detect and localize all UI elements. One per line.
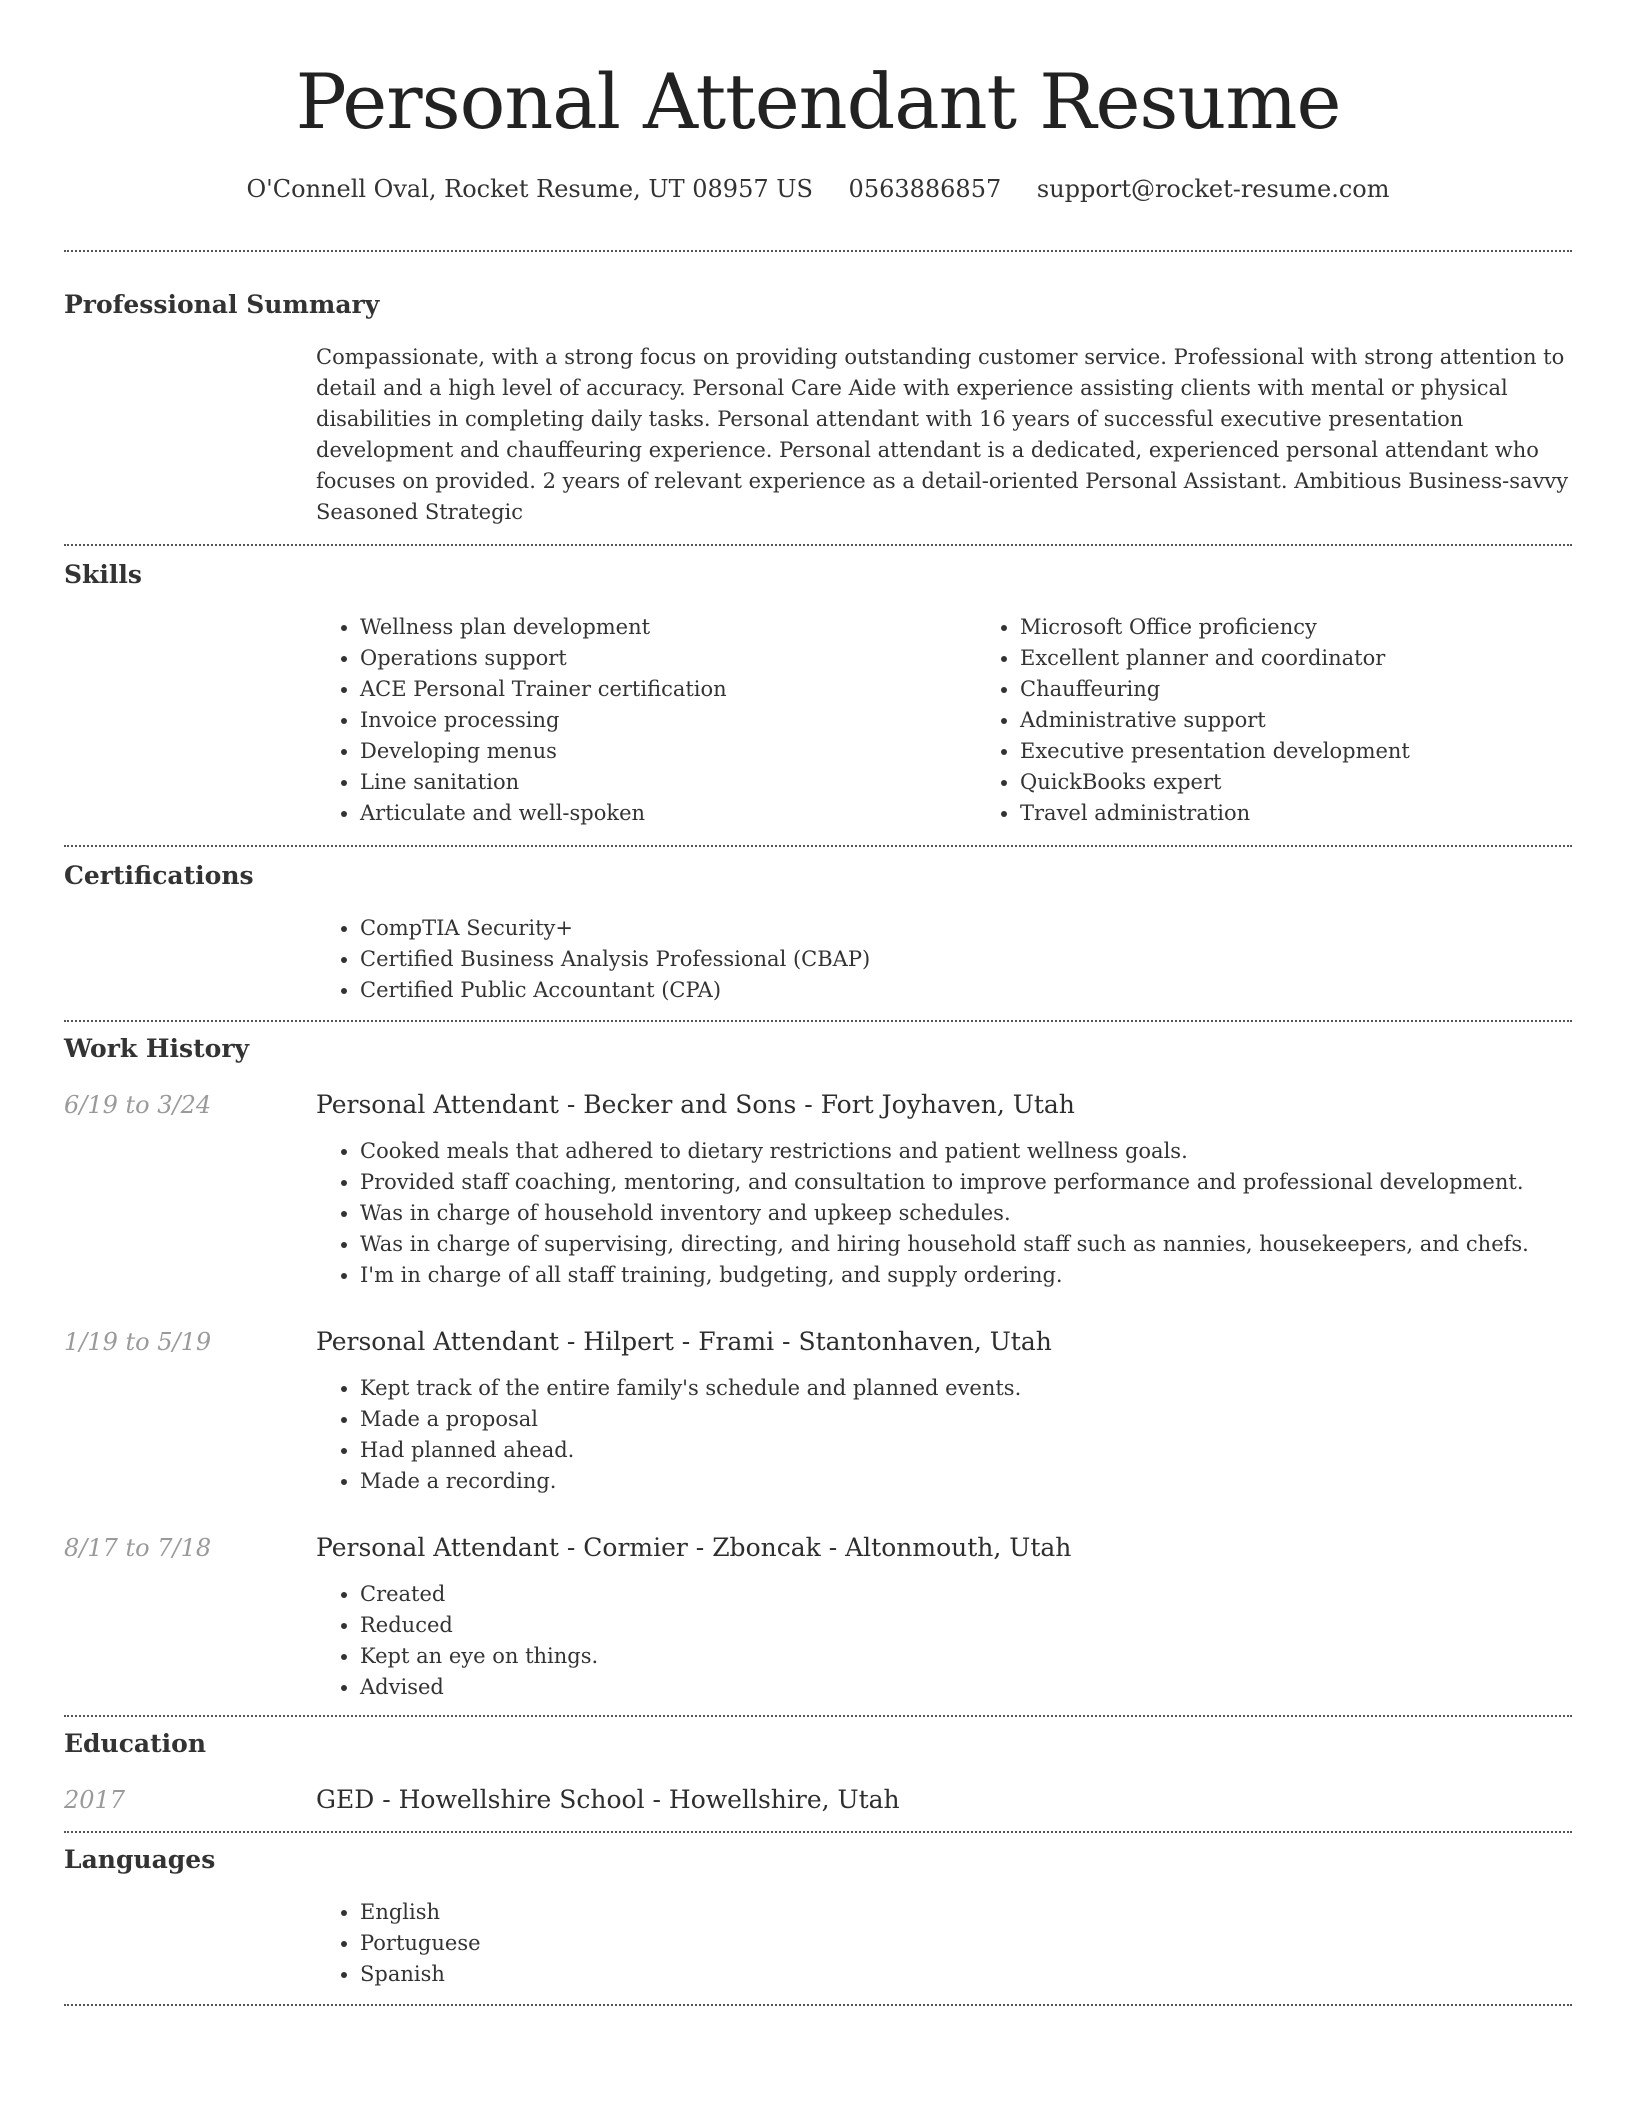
languages-section (64, 1833, 1572, 1990)
divider (64, 2004, 1572, 2006)
skills-list-right (976, 612, 1632, 829)
list-item: • Line sanitation (360, 767, 976, 798)
list-item: • Created (360, 1579, 1572, 1610)
languages-heading: Languages (64, 1845, 216, 1874)
list-item: • Chauffeuring (1020, 674, 1632, 705)
list-item: • Administrative support (1020, 705, 1632, 736)
skills-heading: Skills (64, 560, 142, 589)
list-item: • Kept an eye on things. (360, 1641, 1572, 1672)
list-item: • Wellness plan development (360, 612, 976, 643)
list-item: • Spanish (360, 1959, 1572, 1990)
list-item: • ACE Personal Trainer certification (360, 674, 976, 705)
list-item: • Made a proposal (360, 1404, 1572, 1435)
list-item: • Reduced (360, 1610, 1572, 1641)
resume-title: Personal Attendant Resume (295, 57, 1341, 146)
list-item: • English (360, 1897, 1572, 1928)
work-heading: Work History (64, 1034, 250, 1063)
job-dates: 1/19 to 5/19 (64, 1328, 212, 1356)
summary-heading: Professional Summary (64, 290, 380, 319)
job-entry (64, 1088, 1572, 1291)
list-item: • Advised (360, 1672, 1572, 1703)
contact-email: support@rocket-resume.com (1036, 175, 1390, 203)
job-title: Personal Attendant - Becker and Sons - Fort Joyhaven, Utah (316, 1090, 1075, 1119)
work-section (64, 1022, 1572, 1703)
certifications-list (316, 913, 1572, 1006)
skills-list-left (316, 612, 976, 829)
education-year: 2017 (64, 1786, 126, 1814)
list-item: • Was in charge of household inventory and upkeep schedules. (360, 1198, 1572, 1229)
list-item: • Portuguese (360, 1928, 1572, 1959)
list-item: • Cooked meals that adhered to dietary restrictions and patient wellness goals. (360, 1136, 1572, 1167)
education-entry: GED - Howellshire School - Howellshire, Utah (316, 1785, 900, 1814)
list-item: • Was in charge of supervising, directing, and hiring household staff such as nannies, housekeepers, and chefs. (360, 1229, 1572, 1260)
contact-phone: 0563886857 (848, 175, 1002, 203)
list-item: • Operations support (360, 643, 976, 674)
list-item: • Microsoft Office proficiency (1020, 612, 1632, 643)
list-item: • Travel administration (1020, 798, 1632, 829)
resume-page (64, 0, 1572, 2006)
list-item: • Certified Public Accountant (CPA) (360, 975, 1572, 1006)
certifications-section (64, 847, 1572, 1006)
job-title: Personal Attendant - Hilpert - Frami - Stantonhaven, Utah (316, 1327, 1052, 1356)
languages-list (316, 1897, 1572, 1990)
summary-section (64, 252, 1572, 528)
education-section (64, 1717, 1572, 1817)
job-entry (64, 1325, 1572, 1497)
list-item: • Developing menus (360, 736, 976, 767)
list-item: • Executive presentation development (1020, 736, 1632, 767)
list-item: • Made a recording. (360, 1466, 1572, 1497)
list-item: • CompTIA Security+ (360, 913, 1572, 944)
summary-text: Compassionate, with a strong focus on providing outstanding customer service. Professional with strong attention to detail and a high level of accuracy. Personal Care Aide with experience assisting clients with mental or physical disabilities in completing daily tasks. Personal attendant with 16 years of successful executive presentation development and chauffeuring experience. Personal attendant is a dedicated, experienced personal attendant who focuses on provided. 2 years of relevant experience as a detail-oriented Personal Assistant. Ambitious Business-savvy Seasoned Strategic (316, 345, 1569, 524)
skills-section (64, 546, 1572, 829)
contact-line (64, 172, 1572, 206)
job-bullets (316, 1373, 1572, 1497)
contact-address: O'Connell Oval, Rocket Resume, UT 08957 US (246, 175, 813, 203)
job-entry (64, 1531, 1572, 1703)
list-item: • Articulate and well-spoken (360, 798, 976, 829)
job-title: Personal Attendant - Cormier - Zboncak - Altonmouth, Utah (316, 1533, 1072, 1562)
job-bullets (316, 1579, 1572, 1703)
education-heading: Education (64, 1729, 207, 1758)
list-item: • Certified Business Analysis Professional (CBAP) (360, 944, 1572, 975)
list-item: • Excellent planner and coordinator (1020, 643, 1632, 674)
list-item: • QuickBooks expert (1020, 767, 1632, 798)
list-item: • Had planned ahead. (360, 1435, 1572, 1466)
job-bullets (316, 1136, 1572, 1291)
list-item: • Invoice processing (360, 705, 976, 736)
job-dates: 8/17 to 7/18 (64, 1534, 212, 1562)
certifications-heading: Certifications (64, 861, 254, 890)
list-item: • Provided staff coaching, mentoring, and consultation to improve performance and professional development. (360, 1167, 1572, 1198)
job-dates: 6/19 to 3/24 (64, 1091, 212, 1119)
list-item: • Kept track of the entire family's schedule and planned events. (360, 1373, 1572, 1404)
list-item: • I'm in charge of all staff training, budgeting, and supply ordering. (360, 1260, 1572, 1291)
